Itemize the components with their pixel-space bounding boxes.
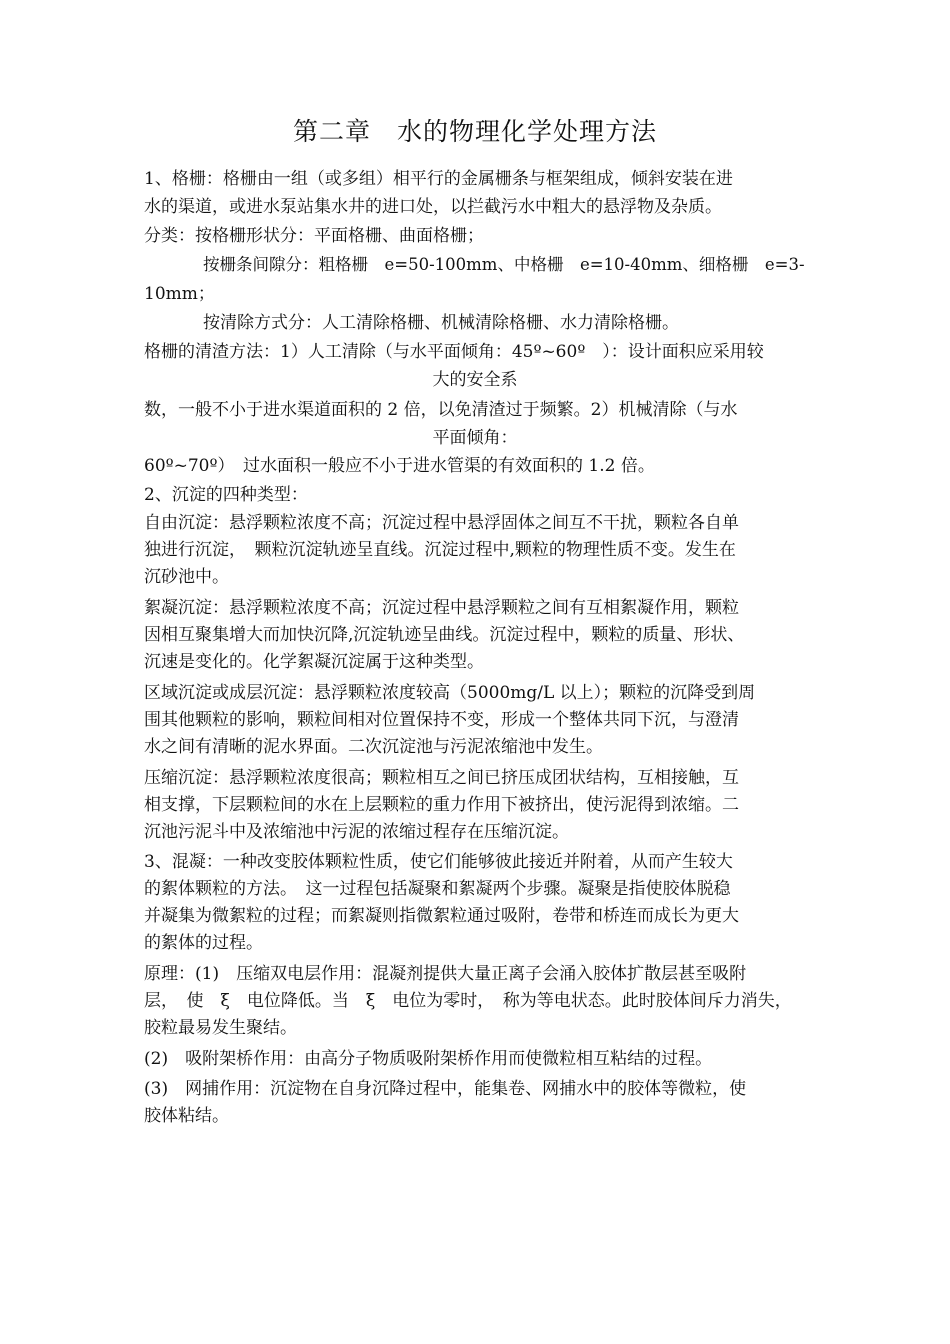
text-line: 格栅的清渣方法：1）人工清除（与水平面倾角：45º~60º ）：设计面积应采用较 — [144, 342, 764, 362]
text-line: 大的安全系 — [432, 370, 518, 390]
page-title: 第二章 水的物理化学处理方法 — [292, 117, 657, 146]
text-line: 水的渠道，或进水泵站集水井的进口处，以拦截污水中粗大的悬浮物及杂质。 — [144, 197, 722, 217]
text-line: 水之间有清晰的泥水界面。二次沉淀池与污泥浓缩池中发生。 — [144, 737, 603, 757]
text-line: 并凝集为微絮粒的过程；而絮凝则指微絮粒通过吸附，卷带和桥连而成长为更大 — [144, 906, 739, 926]
text-line: 因相互聚集增大而加快沉降,沉淀轨迹呈曲线。沉淀过程中，颗粒的质量、形状、 — [144, 625, 745, 645]
text-line: 按清除方式分：人工清除格栅、机械清除格栅、水力清除格栅。 — [203, 313, 679, 333]
text-line: 3、混凝：一种改变胶体颗粒性质，使它们能够彼此接近并附着，从而产生较大 — [144, 852, 733, 872]
text-line: 10mm； — [144, 284, 215, 304]
text-line: 数，一般不小于进水渠道面积的 2 倍，以免清渣过于频繁。2）机械清除（与水 — [144, 400, 738, 420]
text-line: 的絮体颗粒的方法。 这一过程包括凝聚和絮凝两个步骤。凝聚是指使胶体脱稳 — [144, 879, 731, 899]
text-line: 按栅条间隙分：粗格栅 e=50-100mm、中格栅 e=10-40mm、细格栅 e=3- — [203, 255, 805, 274]
text-line: 沉池污泥斗中及浓缩池中污泥的浓缩过程存在压缩沉淀。 — [144, 822, 569, 842]
text-line: (2) 吸附架桥作用：由高分子物质吸附架桥作用而使微粒相互粘结的过程。 — [144, 1049, 713, 1069]
text-line: 胶体粘结。 — [144, 1106, 229, 1126]
text-line: (3) 网捕作用：沉淀物在自身沉降过程中，能集卷、网捕水中的胶体等微粒，使 — [144, 1079, 747, 1099]
text-line: 1、格栅：格栅由一组（或多组）相平行的金属栅条与框架组成，倾斜安装在进 — [144, 169, 733, 189]
text-line: 原理：(1) 压缩双电层作用：混凝剂提供大量正离子会涌入胶体扩散层甚至吸附 — [144, 964, 747, 984]
text-line: 独进行沉淀， 颗粒沉淀轨迹呈直线。沉淀过程中,颗粒的物理性质不变。发生在 — [144, 540, 736, 560]
text-line: 的絮体的过程。 — [144, 933, 263, 953]
text-line: 2、沉淀的四种类型： — [144, 485, 308, 505]
text-line: 沉速是变化的。化学絮凝沉淀属于这种类型。 — [144, 652, 484, 672]
text-line: 沉砂池中。 — [144, 567, 229, 587]
text-line: 胶粒最易发生聚结。 — [144, 1018, 297, 1038]
text-line: 自由沉淀：悬浮颗粒浓度不高；沉淀过程中悬浮固体之间互不干扰，颗粒各自单 — [144, 513, 739, 533]
text-line: 层， 使 ξ 电位降低。当 ξ 电位为零时， 称为等电状态。此时胶体间斥力消失， — [144, 991, 792, 1011]
text-line: 60º~70º） 过水面积一般应不小于进水管渠的有效面积的 1.2 倍。 — [144, 456, 655, 476]
text-line: 压缩沉淀：悬浮颗粒浓度很高；颗粒相互之间已挤压成团状结构，互相接触，互 — [144, 768, 739, 788]
text-line: 平面倾角： — [432, 428, 518, 448]
text-line: 围其他颗粒的影响，颗粒间相对位置保持不变，形成一个整体共同下沉，与澄清 — [144, 710, 739, 730]
text-line: 区域沉淀或成层沉淀：悬浮颗粒浓度较高（5000mg/L 以上）；颗粒的沉降受到周 — [144, 683, 756, 703]
text-line: 絮凝沉淀：悬浮颗粒浓度不高；沉淀过程中悬浮颗粒之间有互相絮凝作用，颗粒 — [144, 598, 739, 618]
text-line: 相支撑，下层颗粒间的水在上层颗粒的重力作用下被挤出，使污泥得到浓缩。二 — [144, 795, 739, 815]
text-line: 分类：按格栅形状分：平面格栅、曲面格栅； — [144, 226, 484, 246]
